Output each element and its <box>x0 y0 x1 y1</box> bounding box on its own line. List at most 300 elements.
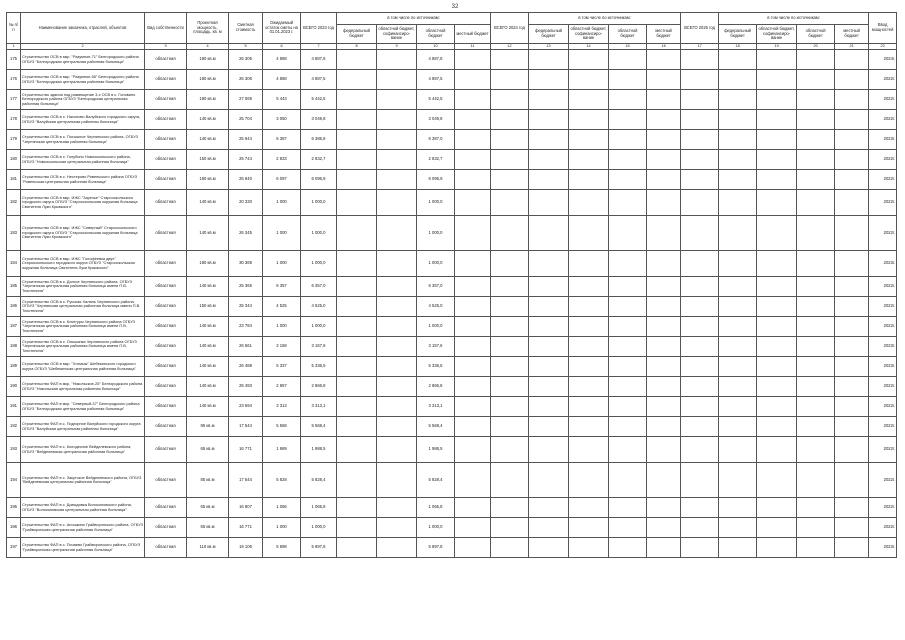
federal-2024 <box>529 518 569 538</box>
regional-cofin-2024 <box>569 190 609 216</box>
total-2024 <box>491 518 529 538</box>
table-row <box>7 277 897 297</box>
table-row <box>7 377 897 397</box>
regional-2024 <box>609 417 647 437</box>
regional-cofin-2025 <box>757 70 797 90</box>
regional-cofin-2023 <box>377 377 417 397</box>
local-2024 <box>647 317 681 337</box>
object-name: Строительство ОСВ в мкр. ИЖС "Голофеевка двух" Старооскольского городского округа ОГБУЗ "Старооскольская окружная больница Святителя Луки Крымского" <box>21 251 145 277</box>
local-2024 <box>647 90 681 110</box>
federal-2025 <box>719 110 757 130</box>
regional-cofin-2023 <box>377 518 417 538</box>
regional-cofin-2025 <box>757 216 797 251</box>
regional-cofin-2023 <box>377 277 417 297</box>
col-number: 20 <box>797 44 835 50</box>
regional-2024 <box>609 337 647 357</box>
federal-2025 <box>719 437 757 463</box>
federal-2025 <box>719 297 757 317</box>
row-number: 188 <box>7 337 21 357</box>
local-2023 <box>455 538 491 558</box>
total-2023: 1 000,0 <box>301 190 337 216</box>
regional-cofin-2024 <box>569 50 609 70</box>
total-2025 <box>681 437 719 463</box>
federal-2025 <box>719 150 757 170</box>
regional-cofin-2023 <box>377 90 417 110</box>
regional-cofin-2023 <box>377 498 417 518</box>
regional-cofin-2023 <box>377 150 417 170</box>
total-2025 <box>681 150 719 170</box>
federal-2023 <box>337 417 377 437</box>
table-row <box>7 216 897 251</box>
local-2023 <box>455 377 491 397</box>
total-2024 <box>491 150 529 170</box>
col-number: 17 <box>681 44 719 50</box>
regional-cofin-2024 <box>569 297 609 317</box>
total-2023: 5 568,4 <box>301 417 337 437</box>
federal-2024 <box>529 417 569 437</box>
remaining-estimate: 4 525 <box>263 297 301 317</box>
regional-cofin-2024 <box>569 498 609 518</box>
regional-2023: 5 897,8 <box>417 538 455 558</box>
local-2025 <box>835 337 869 357</box>
regional-cofin-2025 <box>757 277 797 297</box>
row-number: 193 <box>7 437 21 463</box>
regional-cofin-2025 <box>757 110 797 130</box>
row-number: 183 <box>7 216 21 251</box>
capacity-area: 65 кв.м <box>187 518 229 538</box>
federal-2025 <box>719 498 757 518</box>
total-2024 <box>491 317 529 337</box>
regional-2023: 5 442,5 <box>417 90 455 110</box>
table-row <box>7 150 897 170</box>
table-header <box>7 13 897 50</box>
regional-2025 <box>797 397 835 417</box>
object-name: Строительство ФАП в мкр. "Никольское-25" Белгородского района ОГБУЗ "Никольская центральная районная больница" <box>21 377 145 397</box>
regional-2023: 6 387,0 <box>417 130 455 150</box>
object-name: Строительство ОСВ в мкр. ИЖС "Северный" Старооскольского городского округа ОГБУЗ "Старооскольская окружная больница Святителя Луки Крымского" <box>21 216 145 251</box>
federal-2025 <box>719 190 757 216</box>
col-number: 15 <box>609 44 647 50</box>
regional-cofin-2023 <box>377 190 417 216</box>
local-2025 <box>835 317 869 337</box>
local-2023 <box>455 463 491 498</box>
local-2023 <box>455 50 491 70</box>
local-2025 <box>835 251 869 277</box>
object-name: Строительство ОСВ в с. Посошное Чернянского района, ОГБУЗ "Чернянская центральная районная больница" <box>21 130 145 150</box>
col-header-ownership: Вид собственности <box>145 13 187 44</box>
completion-year: 2022г. <box>869 437 897 463</box>
local-2025 <box>835 170 869 190</box>
regional-cofin-2025 <box>757 498 797 518</box>
regional-cofin-2023 <box>377 317 417 337</box>
regional-2023: 1 000,0 <box>417 190 455 216</box>
local-2024 <box>647 297 681 317</box>
table-row <box>7 190 897 216</box>
col-number: 19 <box>757 44 797 50</box>
estimated-cost: 17 544 <box>229 463 263 498</box>
local-2023 <box>455 251 491 277</box>
total-2023: 1 000,0 <box>301 251 337 277</box>
regional-2023: 3 157,6 <box>417 337 455 357</box>
total-2024 <box>491 417 529 437</box>
estimated-cost: 26 306 <box>229 70 263 90</box>
total-2025 <box>681 70 719 90</box>
regional-2023: 5 828,4 <box>417 463 455 498</box>
local-2025 <box>835 357 869 377</box>
local-2025 <box>835 90 869 110</box>
object-name: Строительство ФАП в с. Подгорное Валуйского городского округа ОГБУЗ "Валуйская центральная районная больница" <box>21 417 145 437</box>
row-number: 185 <box>7 277 21 297</box>
regional-cofin-2025 <box>757 518 797 538</box>
total-2024 <box>491 251 529 277</box>
col-header-cost: Сметная стоимость <box>229 13 263 44</box>
federal-2023 <box>337 377 377 397</box>
col-header-sources-2023: в том числе по источникам: <box>337 13 491 25</box>
remaining-estimate: 1 000 <box>263 251 301 277</box>
row-number: 178 <box>7 110 21 130</box>
federal-2023 <box>337 170 377 190</box>
total-2024 <box>491 357 529 377</box>
col-header-total-2025: ВСЕГО 2025 год <box>681 13 719 44</box>
federal-2023 <box>337 397 377 417</box>
total-2025 <box>681 50 719 70</box>
local-2025 <box>835 463 869 498</box>
ownership-type: областная <box>145 357 187 377</box>
total-2024 <box>491 397 529 417</box>
ownership-type: областная <box>145 190 187 216</box>
local-2023 <box>455 498 491 518</box>
ownership-type: областная <box>145 216 187 251</box>
regional-2024 <box>609 538 647 558</box>
federal-2024 <box>529 110 569 130</box>
federal-2023 <box>337 90 377 110</box>
regional-2024 <box>609 251 647 277</box>
local-2024 <box>647 518 681 538</box>
federal-2024 <box>529 70 569 90</box>
federal-2024 <box>529 498 569 518</box>
col-number: 11 <box>455 44 491 50</box>
regional-cofin-2025 <box>757 538 797 558</box>
regional-2025 <box>797 498 835 518</box>
total-2023: 4 887,8 <box>301 50 337 70</box>
regional-2025 <box>797 277 835 297</box>
local-2025 <box>835 70 869 90</box>
capacity-area: 150 кв.м <box>187 150 229 170</box>
col-number: 9 <box>377 44 417 50</box>
estimated-cost: 26 305 <box>229 50 263 70</box>
local-2023 <box>455 90 491 110</box>
object-name: Строительство ОСВ в с. Русская Халань Чернянского района, ОГБУЗ "Чернянская центральная районная больница имени П.В. Тихотенина" <box>21 297 145 317</box>
regional-cofin-2025 <box>757 377 797 397</box>
total-2023: 1 000,0 <box>301 518 337 538</box>
col-number: 12 <box>491 44 529 50</box>
remaining-estimate: 6 097 <box>263 170 301 190</box>
remaining-estimate: 1 066 <box>263 498 301 518</box>
remaining-estimate: 4 888 <box>263 50 301 70</box>
regional-2025 <box>797 216 835 251</box>
local-2025 <box>835 50 869 70</box>
completion-year: 2023г. <box>869 130 897 150</box>
completion-year: 2022г. <box>869 150 897 170</box>
regional-2023: 1 000,0 <box>417 216 455 251</box>
total-2024 <box>491 297 529 317</box>
regional-cofin-2024 <box>569 251 609 277</box>
local-2024 <box>647 110 681 130</box>
table-row <box>7 357 897 377</box>
local-2024 <box>647 251 681 277</box>
regional-cofin-2024 <box>569 317 609 337</box>
ownership-type: областная <box>145 277 187 297</box>
regional-cofin-2023 <box>377 170 417 190</box>
local-2024 <box>647 216 681 251</box>
total-2025 <box>681 317 719 337</box>
total-2023: 1 988,5 <box>301 437 337 463</box>
federal-2023 <box>337 317 377 337</box>
remaining-estimate: 4 888 <box>263 70 301 90</box>
table-row <box>7 463 897 498</box>
completion-year: 2023г. <box>869 337 897 357</box>
page-number: 32 <box>451 4 459 10</box>
total-2023: 5 828,4 <box>301 463 337 498</box>
total-2024 <box>491 538 529 558</box>
regional-cofin-2024 <box>569 337 609 357</box>
regional-cofin-2025 <box>757 251 797 277</box>
capacity-area: 140 кв.м <box>187 190 229 216</box>
estimated-cost: 25 344 <box>229 297 263 317</box>
federal-2024 <box>529 50 569 70</box>
federal-2023 <box>337 518 377 538</box>
ownership-type: областная <box>145 170 187 190</box>
regional-2025 <box>797 170 835 190</box>
local-2025 <box>835 216 869 251</box>
total-2025 <box>681 297 719 317</box>
regional-cofin-2024 <box>569 90 609 110</box>
regional-cofin-2023 <box>377 70 417 90</box>
local-2024 <box>647 50 681 70</box>
table-row <box>7 130 897 150</box>
regional-2025 <box>797 110 835 130</box>
total-2025 <box>681 377 719 397</box>
total-2024 <box>491 337 529 357</box>
federal-2025 <box>719 357 757 377</box>
local-2024 <box>647 170 681 190</box>
federal-2023 <box>337 70 377 90</box>
federal-2024 <box>529 190 569 216</box>
remaining-estimate: 5 443 <box>263 90 301 110</box>
completion-year: 2024г. <box>869 50 897 70</box>
total-2024 <box>491 70 529 90</box>
capacity-area: 140 кв.м <box>187 337 229 357</box>
col-header-local: местный бюджет <box>647 25 681 44</box>
completion-year: 2022г. <box>869 397 897 417</box>
completion-year: 2022г. <box>869 190 897 216</box>
ownership-type: областная <box>145 150 187 170</box>
regional-2025 <box>797 377 835 397</box>
total-2025 <box>681 130 719 150</box>
estimated-cost: 25 704 <box>229 110 263 130</box>
regional-2025 <box>797 538 835 558</box>
table-row <box>7 538 897 558</box>
local-2023 <box>455 437 491 463</box>
regional-2025 <box>797 190 835 216</box>
local-2023 <box>455 337 491 357</box>
regional-2024 <box>609 50 647 70</box>
object-name: Строительство ФАП в с. Аношкино Грайворонского района, ОГБУЗ "Грайворонская центральная районная больница" <box>21 518 145 538</box>
local-2023 <box>455 277 491 297</box>
estimated-cost: 25 944 <box>229 130 263 150</box>
federal-2023 <box>337 150 377 170</box>
capacity-area: 140 кв.м <box>187 357 229 377</box>
ownership-type: областная <box>145 397 187 417</box>
federal-2024 <box>529 357 569 377</box>
investment-register-table <box>6 12 897 558</box>
object-name: Строительство ОСВ в с. Кочегуры Чернянского района ОГБУЗ "Чернянская центральная районная больница имени П.В. Тихотенина" <box>21 317 145 337</box>
regional-cofin-2025 <box>757 397 797 417</box>
col-header-sources-2025: в том числе по источникам: <box>719 13 869 25</box>
regional-2025 <box>797 90 835 110</box>
federal-2025 <box>719 277 757 297</box>
object-name: Строительство ОСВ в мкр. "Разумное-55" Белгородского района ОГБУЗ "Белгородская центральная районная больница" <box>21 70 145 90</box>
regional-cofin-2023 <box>377 110 417 130</box>
row-number: 192 <box>7 417 21 437</box>
federal-2024 <box>529 90 569 110</box>
completion-year: 2022г. <box>869 170 897 190</box>
remaining-estimate: 3 050 <box>263 110 301 130</box>
regional-2025 <box>797 70 835 90</box>
ownership-type: областная <box>145 70 187 90</box>
regional-cofin-2025 <box>757 463 797 498</box>
table-row <box>7 90 897 110</box>
table-row <box>7 70 897 90</box>
local-2025 <box>835 190 869 216</box>
regional-2025 <box>797 317 835 337</box>
total-2024 <box>491 110 529 130</box>
local-2024 <box>647 150 681 170</box>
estimated-cost: 30 369 <box>229 251 263 277</box>
capacity-area: 140 кв.м <box>187 317 229 337</box>
federal-2025 <box>719 317 757 337</box>
estimated-cost: 26 345 <box>229 216 263 251</box>
col-number: 16 <box>647 44 681 50</box>
federal-2025 <box>719 216 757 251</box>
regional-2024 <box>609 463 647 498</box>
capacity-area: 140 кв.м <box>187 130 229 150</box>
federal-2023 <box>337 498 377 518</box>
regional-cofin-2024 <box>569 397 609 417</box>
table-row <box>7 518 897 538</box>
col-header-capacity: Проектная мощность, площадь, кв. м <box>187 13 229 44</box>
ownership-type: областная <box>145 377 187 397</box>
capacity-area: 140 кв.м <box>187 110 229 130</box>
completion-year: 2023г. <box>869 251 897 277</box>
row-number: 184 <box>7 251 21 277</box>
capacity-area: 180 кв.м <box>187 251 229 277</box>
regional-2023: 3 313,1 <box>417 397 455 417</box>
regional-cofin-2023 <box>377 463 417 498</box>
remaining-estimate: 5 828 <box>263 463 301 498</box>
regional-cofin-2023 <box>377 437 417 463</box>
table-row <box>7 110 897 130</box>
object-name: Строительство ФАП в с. Колодезное Вейделевского района, ОГБУЗ "Вейделевская центральная районная больница" <box>21 437 145 463</box>
local-2025 <box>835 377 869 397</box>
federal-2024 <box>529 297 569 317</box>
ownership-type: областная <box>145 463 187 498</box>
local-2023 <box>455 417 491 437</box>
regional-cofin-2025 <box>757 297 797 317</box>
regional-cofin-2024 <box>569 277 609 297</box>
total-2025 <box>681 216 719 251</box>
total-2025 <box>681 518 719 538</box>
capacity-area: 180 кв.м <box>187 90 229 110</box>
regional-2025 <box>797 50 835 70</box>
regional-cofin-2025 <box>757 417 797 437</box>
regional-2024 <box>609 70 647 90</box>
total-2025 <box>681 110 719 130</box>
total-2023: 4 887,5 <box>301 70 337 90</box>
regional-cofin-2024 <box>569 170 609 190</box>
col-number: 14 <box>569 44 609 50</box>
total-2025 <box>681 277 719 297</box>
regional-2023: 1 000,0 <box>417 317 455 337</box>
regional-cofin-2024 <box>569 70 609 90</box>
col-header-total-2023: ВСЕГО 2023 год <box>301 13 337 44</box>
object-name: Строительство здания под размещение 3-х ОСВ в с. Головино Белгородского района ОГБУЗ "Белгородская центральная районная больница" <box>21 90 145 110</box>
capacity-area: 85 кв.м <box>187 463 229 498</box>
total-2024 <box>491 377 529 397</box>
regional-2023: 1 000,0 <box>417 518 455 538</box>
local-2025 <box>835 417 869 437</box>
regional-2023: 4 887,8 <box>417 50 455 70</box>
remaining-estimate: 1 989 <box>263 437 301 463</box>
table-row <box>7 297 897 317</box>
estimated-cost: 25 365 <box>229 277 263 297</box>
table-row <box>7 251 897 277</box>
regional-2024 <box>609 150 647 170</box>
total-2023: 6 386,8 <box>301 130 337 150</box>
remaining-estimate: 3 158 <box>263 337 301 357</box>
local-2025 <box>835 538 869 558</box>
regional-cofin-2023 <box>377 417 417 437</box>
federal-2023 <box>337 216 377 251</box>
estimated-cost: 17 544 <box>229 417 263 437</box>
estimated-cost: 20 330 <box>229 190 263 216</box>
total-2023: 4 525,0 <box>301 297 337 317</box>
total-2025 <box>681 337 719 357</box>
local-2024 <box>647 498 681 518</box>
col-number: 8 <box>337 44 377 50</box>
ownership-type: областная <box>145 130 187 150</box>
ownership-type: областная <box>145 50 187 70</box>
regional-cofin-2024 <box>569 150 609 170</box>
regional-2025 <box>797 437 835 463</box>
local-2024 <box>647 70 681 90</box>
row-number: 176 <box>7 70 21 90</box>
regional-2023: 3 049,8 <box>417 110 455 130</box>
regional-2025 <box>797 150 835 170</box>
local-2023 <box>455 130 491 150</box>
table-row <box>7 437 897 463</box>
total-2024 <box>491 130 529 150</box>
remaining-estimate: 6 357 <box>263 277 301 297</box>
regional-2024 <box>609 377 647 397</box>
object-name: Строительство ФАП в мкр. "Северный-37" Белгородского района ОГБУЗ "Белгородская центральная районная больница" <box>21 397 145 417</box>
regional-2025 <box>797 417 835 437</box>
ownership-type: областная <box>145 538 187 558</box>
federal-2023 <box>337 463 377 498</box>
regional-cofin-2025 <box>757 337 797 357</box>
estimated-cost: 16 771 <box>229 437 263 463</box>
ownership-type: областная <box>145 90 187 110</box>
